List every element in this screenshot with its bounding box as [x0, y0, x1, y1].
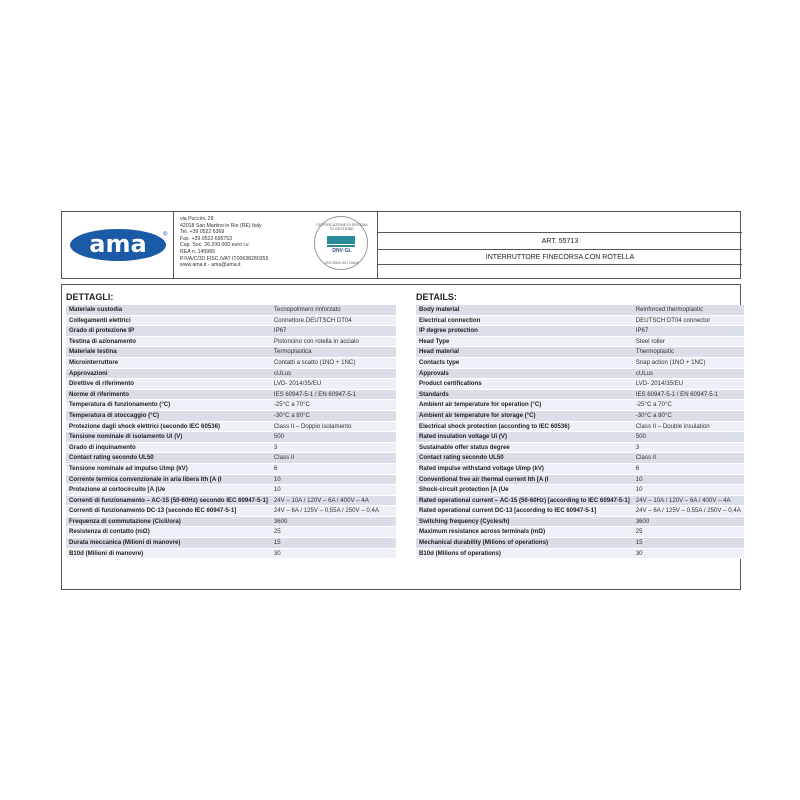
spec-label: Grado di protezione IP — [66, 326, 271, 337]
spec-label: Durata meccanica (Milioni di manovre) — [66, 538, 271, 549]
spec-label: Corrente termica convenzionale in aria libera Ith [A (I — [66, 474, 271, 485]
spec-label: Temperatura di funzionamento (°C) — [66, 400, 271, 411]
table-row — [66, 432, 396, 443]
table-row — [416, 548, 744, 559]
spec-value: 25 — [271, 527, 396, 538]
spec-value: Class II – Double insulation — [633, 421, 744, 432]
details-title: DETAILS: — [416, 292, 457, 302]
company-address — [180, 216, 308, 269]
spec-label: Materiale custodia — [66, 305, 271, 315]
spec-label: Electrical shock protection (according to IEC 60536) — [416, 421, 633, 432]
spec-label: Tensione nominale ad impulso Uimp (kV) — [66, 463, 271, 474]
spec-value: 6 — [271, 463, 396, 474]
spec-label: Correnti di funzionamento – AC-15 (50-60Hz) secondo IEC 60947-5-1] — [66, 495, 271, 506]
spec-label: Electrical connection — [416, 315, 633, 326]
spec-value: 15 — [271, 538, 396, 549]
table-row — [416, 495, 744, 506]
table-row — [66, 548, 396, 559]
spec-label: Protezione dagli shock elettrici (secondo IEC 60536) — [66, 421, 271, 432]
spec-value: cULus — [633, 368, 744, 379]
ama-logo: ama — [70, 229, 166, 261]
table-row — [66, 495, 396, 506]
spec-value: 3600 — [271, 516, 396, 527]
table-row — [416, 305, 744, 315]
spec-label: Rated impulse withstand voltage Uimp (kV) — [416, 463, 633, 474]
spec-value: 25 — [633, 527, 744, 538]
spec-value: Snap action (1NO + 1NC) — [633, 357, 744, 368]
table-row — [416, 485, 744, 496]
spec-value: LVD- 2014/35/EU — [633, 379, 744, 390]
spec-label: Switching frequency (Cycles/h) — [416, 516, 633, 527]
spec-value: LVD- 2014/35/EU — [271, 379, 396, 390]
certification-seal — [314, 216, 368, 270]
table-row — [416, 410, 744, 421]
spec-label: Contact rating secondo UL50 — [66, 453, 271, 464]
title-area — [378, 212, 742, 278]
table-row — [66, 347, 396, 358]
table-row — [416, 442, 744, 453]
address-line: Cap. Soc. 26.200.000 euro i.v. — [180, 242, 250, 249]
spec-value: Pistoncino con rotella in acciaio — [271, 336, 396, 347]
table-row — [416, 463, 744, 474]
table-row — [66, 453, 396, 464]
table-row — [66, 336, 396, 347]
table-row — [66, 315, 396, 326]
spec-label: B10d (Milions of operations) — [416, 548, 633, 559]
spec-label: Body material — [416, 305, 633, 315]
table-row — [416, 453, 744, 464]
table-row — [416, 421, 744, 432]
table-row — [416, 506, 744, 517]
spec-label: Temperatura di stoccaggio (°C) — [66, 410, 271, 421]
cert-name: DNV·GL — [332, 248, 352, 254]
spec-value: Thermoplastic — [633, 347, 744, 358]
spec-value: -30°C a 80°C — [271, 410, 396, 421]
table-row — [416, 538, 744, 549]
spec-value: 6 — [633, 463, 744, 474]
table-row — [416, 326, 744, 337]
registered-mark: ® — [163, 232, 168, 238]
table-row — [66, 379, 396, 390]
spec-value: 24V – 10A / 120V – 6A / 400V – 4A — [271, 495, 396, 506]
cert-ring-text: CERTIFICAZIONE DI SISTEMA DI GESTIONE — [316, 223, 368, 231]
address-line: 42018 San Martino in Rio (RE) Italy — [180, 222, 262, 229]
table-row — [416, 368, 744, 379]
spec-value: 10 — [633, 485, 744, 496]
spec-value: Steel roller — [633, 336, 744, 347]
table-row — [416, 315, 744, 326]
spec-value: 10 — [271, 485, 396, 496]
address-line: Fax. +39 0522 695753 — [180, 235, 233, 242]
table-row — [416, 400, 744, 411]
spec-label: Rated operational current DC-13 [according to IEC 60947-5-1] — [416, 506, 633, 517]
spec-value: Tecnopolimero rinforzato — [271, 305, 396, 315]
spec-value: -25°C a 70°C — [633, 400, 744, 411]
table-row — [66, 474, 396, 485]
spec-value: 24V – 6A / 125V – 0,55A / 250V – 0,4A — [271, 506, 396, 517]
table-row — [66, 389, 396, 400]
spec-value: IES 60947-5-1 / EN 60947-5-1 — [633, 389, 744, 400]
article-number: ART. 55713 — [378, 232, 742, 249]
spec-value: 30 — [271, 548, 396, 559]
table-row — [416, 516, 744, 527]
spec-label: Approvals — [416, 368, 633, 379]
logo-area — [62, 212, 174, 278]
spec-value: 24V – 10A / 120V – 6A / 400V – 4A — [633, 495, 744, 506]
table-row — [66, 368, 396, 379]
cert-logo-line — [327, 245, 355, 247]
spec-label: Contacts type — [416, 357, 633, 368]
spec-value: IP67 — [633, 326, 744, 337]
spec-value: Class II — [271, 453, 396, 464]
certification-area — [306, 212, 378, 278]
spec-value: Class II — [633, 453, 744, 464]
spec-value: Reinforced thermoplastic — [633, 305, 744, 315]
spec-value: -30°C a 80°C — [633, 410, 744, 421]
spec-label: Collegamenti elettrici — [66, 315, 271, 326]
spec-value: DEUTSCH DT04 connector — [633, 315, 744, 326]
table-row — [416, 347, 744, 358]
table-row — [416, 379, 744, 390]
spec-value: Termoplastica — [271, 347, 396, 358]
table-row — [66, 516, 396, 527]
spec-value: 500 — [633, 432, 744, 443]
table-row — [416, 389, 744, 400]
specifications-panel — [61, 284, 741, 590]
table-row — [416, 527, 744, 538]
spec-label: Direttive di riferimento — [66, 379, 271, 390]
address-line: REA n. 145989 — [180, 248, 215, 255]
spec-label: Mechanical durability (Milions of operations) — [416, 538, 633, 549]
table-row — [416, 432, 744, 443]
spec-value: 10 — [633, 474, 744, 485]
address-line: Tel. +39 0522 6369 — [180, 229, 225, 236]
spec-value: Connettore DEUTSCH DT04 — [271, 315, 396, 326]
cert-iso: ISO 9001:ISO 14001 — [325, 261, 359, 265]
spec-label: Contact rating secondo UL50 — [416, 453, 633, 464]
spec-value: 3600 — [633, 516, 744, 527]
spec-value: 3 — [633, 442, 744, 453]
spec-value: cULus — [271, 368, 396, 379]
product-name: INTERRUTTORE FINECORSA CON ROTELLA — [378, 249, 742, 265]
table-row — [66, 506, 396, 517]
spec-label: Maximum resistance across terminals (mΩ) — [416, 527, 633, 538]
spec-label: Ambient air temperature for operation (°C) — [416, 400, 633, 411]
spec-value: 15 — [633, 538, 744, 549]
table-row — [66, 326, 396, 337]
spec-label: Product certifications — [416, 379, 633, 390]
dettagli-title: DETTAGLI: — [66, 292, 114, 302]
cert-logo-bar — [327, 236, 355, 244]
spec-label: Shock-circuit protection [A (Ue — [416, 485, 633, 496]
table-row — [66, 442, 396, 453]
spec-label: Sustainable offer status degree — [416, 442, 633, 453]
spec-label: Norme di riferimento — [66, 389, 271, 400]
table-row — [66, 485, 396, 496]
spec-value: Contatti a scatto (1NO + 1NC) — [271, 357, 396, 368]
document-header — [61, 211, 741, 279]
spec-label: Standards — [416, 389, 633, 400]
dettagli-table — [66, 305, 396, 559]
details-table — [416, 305, 744, 559]
spec-value: 3 — [271, 442, 396, 453]
spec-label: IP degree protection — [416, 326, 633, 337]
spec-value: IP67 — [271, 326, 396, 337]
table-row — [416, 474, 744, 485]
spec-value: -25°C a 70°C — [271, 400, 396, 411]
dettagli-section — [66, 291, 396, 559]
spec-label: Head material — [416, 347, 633, 358]
spec-label: Rated insulation voltage Ui (V) — [416, 432, 633, 443]
spec-label: Tensione nominale di isolamento Ui (V) — [66, 432, 271, 443]
table-row — [66, 538, 396, 549]
table-row — [416, 336, 744, 347]
spec-label: Grado di inquinamento — [66, 442, 271, 453]
spec-label: Ambient air temperature for storage (°C) — [416, 410, 633, 421]
spec-value: 24V – 6A / 125V – 0,55A / 250V – 0,4A — [633, 506, 744, 517]
spec-value: 500 — [271, 432, 396, 443]
table-row — [66, 421, 396, 432]
address-line: www.ama.it - ama@ama.it — [180, 262, 241, 269]
spec-label: Conventional free air thermal current Ith [A (I — [416, 474, 633, 485]
spec-value: Class II – Doppio isolamento — [271, 421, 396, 432]
spec-label: Correnti di funzionamento DC-13 [secondo IEC 60947-5-1] — [66, 506, 271, 517]
table-row — [66, 357, 396, 368]
spec-value: 10 — [271, 474, 396, 485]
spec-label: Microinterruttore — [66, 357, 271, 368]
table-row — [66, 410, 396, 421]
spec-label: Frequenza di commutazione (Cicli/ora) — [66, 516, 271, 527]
table-row — [66, 527, 396, 538]
address-line: P.IVA/COD.FISC./VAT IT00638280355 — [180, 255, 269, 262]
spec-value: 30 — [633, 548, 744, 559]
spec-label: Resistenza di contatto (mΩ) — [66, 527, 271, 538]
table-row — [66, 400, 396, 411]
spec-label: Rated operational current – AC-15 (50-60Hz) [according to IEC 60947-5-1] — [416, 495, 633, 506]
spec-label: Approvazioni — [66, 368, 271, 379]
spec-value: IES 60947-5-1 / EN 60947-5-1 — [271, 389, 396, 400]
spec-label: Testina di azionamento — [66, 336, 271, 347]
spec-label: Materiale testina — [66, 347, 271, 358]
address-line: via Puccini, 28 — [180, 216, 214, 222]
table-row — [66, 463, 396, 474]
details-section — [416, 291, 741, 559]
spec-label: Head Type — [416, 336, 633, 347]
table-row — [416, 357, 744, 368]
table-row — [66, 305, 396, 315]
spec-label: Protezione al cortocircuito [A (Ue — [66, 485, 271, 496]
spec-label: B10d (Milioni di manovre) — [66, 548, 271, 559]
